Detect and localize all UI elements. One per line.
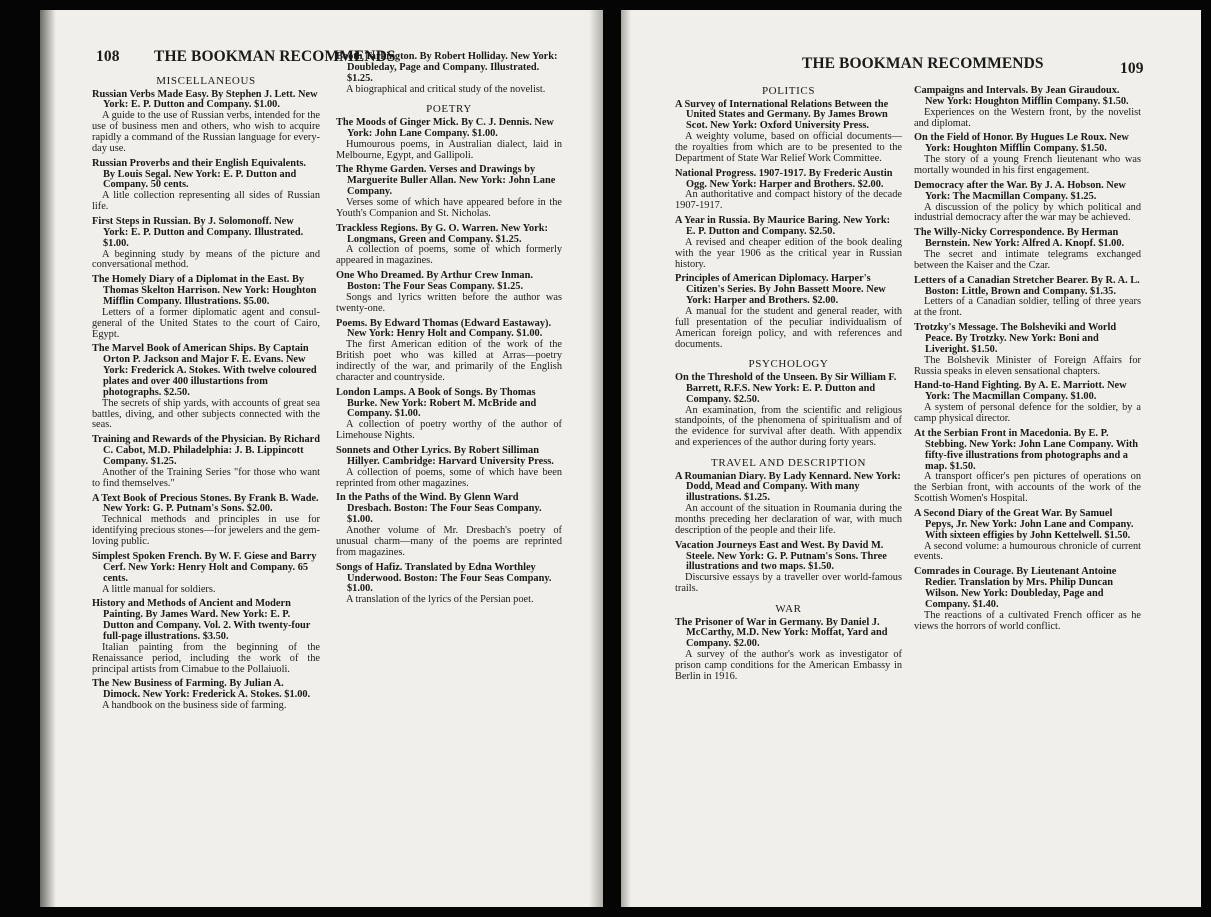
- book-entry: [914, 567, 1141, 632]
- book-citation: Russian Verbs Made Easy. By Stephen J. Lett. New York: E. P. Dutton and Company. $1.00.: [92, 88, 318, 111]
- book-citation: At the Serbian Front in Macedonia. By E. P. Stebbing. New York: John Lane Company. With fifty-five illustrations from photographs and a map. $1.50.: [914, 427, 1139, 472]
- book-description: Another of the Training Series "for those who want to find themselves.": [92, 466, 320, 489]
- section-heading: MISCELLANEOUS: [156, 75, 256, 87]
- book-citation: Poems. By Edward Thomas (Edward Eastaway). New York: Henry Holt and Company. $1.00.: [336, 317, 552, 340]
- page-number: 108: [96, 48, 120, 65]
- book-description: A weighty volume, based on official documents—the royalties from which are to be presented to the Department of State War Relief Work Committee.: [675, 131, 902, 164]
- book-citation: A Year in Russia. By Maurice Baring. New York: E. P. Dutton and Company. $2.50.: [675, 215, 891, 237]
- book-entry: [92, 159, 320, 213]
- gutter-shadow: [621, 10, 631, 907]
- book-entry: [336, 271, 562, 314]
- book-citation: Vacation Journeys East and West. By David M. Steele. New York: G. P. Putnam's Sons. Three illustrations and two maps. $1.50.: [675, 539, 887, 573]
- book-citation: Sonnets and Other Lyrics. By Robert Silliman Hillyer. Cambridge: Harvard University Press.: [336, 445, 554, 467]
- book-description: Technical methods and principles in use for identifying precious stones—for jewelers and the gem-loving public.: [92, 514, 320, 548]
- book-entry: [675, 472, 902, 537]
- left-column-1: [92, 76, 320, 716]
- book-entry: [336, 52, 562, 95]
- book-citation: Booth Tarkington. By Robert Holliday. New York: Doubleday, Page and Company. Illustrated. $1.25.: [336, 51, 558, 84]
- gutter-shadow: [589, 10, 603, 907]
- book-citation: The Moods of Ginger Mick. By C. J. Dennis. New York: John Lane Company. $1.00.: [336, 116, 554, 139]
- book-description: A survey of the author's work as investigator of prison camp conditions for the American Embassy in Berlin in 1916.: [675, 649, 902, 682]
- book-description: Verses some of which have appeared before in the Youth's Companion and St. Nicholas.: [336, 197, 562, 219]
- book-citation: Songs of Hafiz. Translated by Edna Worthley Underwood. Boston: The Four Seas Company. $1.00.: [336, 561, 552, 595]
- book-description: Discursive essays by a traveller over world-famous trails.: [675, 572, 902, 595]
- book-entry: [914, 228, 1141, 271]
- book-entry: [675, 100, 902, 165]
- book-entry: [336, 563, 562, 606]
- book-citation: A Text Book of Precious Stones. By Frank B. Wade. New York: G. P. Putnam's Sons. $2.00.: [92, 492, 319, 515]
- book-citation: A Survey of International Relations Between the United States and Germany. By James Brown Scot. New York: Oxford University Press.: [675, 98, 889, 132]
- book-entry: [675, 274, 902, 350]
- book-description: A revised and cheaper edition of the book dealing with the year 1906 as the critical year in Russian history.: [675, 236, 902, 270]
- book-citation: National Progress. 1907-1917. By Frederic Austin Ogg. New York: Harper and Brothers. $2.00.: [675, 167, 893, 190]
- book-citation: A Second Diary of the Great War. By Samuel Pepys, Jr. New York: John Lane and Company. With sixteen effigies by John Kettelwell. $1.50.: [914, 507, 1134, 541]
- book-entry: [914, 323, 1141, 377]
- left-column-2: [336, 52, 562, 610]
- section-heading: POETRY: [426, 103, 472, 116]
- book-entry: [92, 599, 320, 675]
- book-entry: [914, 181, 1141, 224]
- book-entry: [914, 86, 1141, 129]
- book-entry: [336, 165, 562, 219]
- book-citation: A Roumanian Diary. By Lady Kennard. New York: Dodd, Mead and Company. With many illustrations. $1.25.: [675, 470, 901, 504]
- book-citation: The Marvel Book of American Ships. By Captain Orton P. Jackson and Major F. E. Evans. New York: Frederick A. Stokes. With twelve coloured plates and over 400 illustartions from photographs. $2.50.: [92, 343, 317, 398]
- running-head: THE BOOKMAN RECOMMENDS: [154, 48, 396, 65]
- book-description: Italian painting from the beginning of the Renaissance period, including the work of the principal artists from Cimabue to the Pollaiuoli.: [92, 641, 320, 675]
- book-description: The secret and intimate telegrams exchanged between the Kaiser and the Czar.: [914, 249, 1141, 271]
- left-page: [40, 10, 603, 907]
- book-entry: [914, 429, 1141, 505]
- book-description: A discussion of the policy by which political and industrial democracy after the war may be achieved.: [914, 201, 1141, 224]
- book-description: An authoritative and compact history of the decade 1907-1917.: [675, 189, 902, 212]
- page-number: 109: [1120, 60, 1144, 77]
- book-citation: In the Paths of the Wind. By Glenn Ward Dresbach. Boston: The Four Seas Company. $1.00.: [336, 492, 542, 526]
- book-description: The secrets of ship yards, with accounts of great sea battles, diving, and other subjects connected with the seas.: [92, 397, 320, 431]
- book-description: Letters of a former diplomatic agent and consul-general of the United States to the court of Cairo, Egypt.: [92, 306, 320, 340]
- book-description: A collection of poetry worthy of the author of Limehouse Nights.: [336, 419, 562, 442]
- book-description: A second volume: a humourous chronicle of current events.: [914, 540, 1141, 563]
- book-description: Experiences on the Western front, by the novelist and diplomat.: [914, 106, 1141, 129]
- book-entry: [92, 435, 320, 489]
- book-description: An examination, from the scientific and religious standpoints, of the phenomena of spiritualism and of the evidence for survival after death. With appendix and experiences of the author during forty years.: [675, 404, 902, 449]
- book-description: A biographical and critical study of the novelist.: [346, 83, 546, 95]
- book-entry: [336, 224, 562, 267]
- book-description: A system of personal defence for the soldier, by a camp physical director.: [914, 402, 1141, 425]
- book-entry: [675, 169, 902, 212]
- section-heading: TRAVEL AND DESCRIPTION: [711, 457, 866, 470]
- book-citation: One Who Dreamed. By Arthur Crew Inman. Boston: The Four Seas Company. $1.25.: [336, 270, 533, 293]
- book-description: A translation of the lyrics of the Persian poet.: [346, 594, 534, 606]
- book-citation: The Prisoner of War in Germany. By Daniel J. McCarthy, M.D. New York: Moffat, Yard and Company. $2.00.: [675, 616, 888, 650]
- book-citation: The Homely Diary of a Diplomat in the East. By Thomas Skelton Harrison. New York: Houghton Mifflin Company. Illustrations. $5.00.: [92, 274, 317, 308]
- book-citation: Principles of American Diplomacy. Harper's Citizen's Series. By John Bassett Moore. New York: Harper and Brothers. $2.00.: [675, 273, 886, 307]
- book-citation: History and Methods of Ancient and Modern Painting. By James Ward. New York: E. P. Dutton and Company. Vol. 2. With twenty-four full-page illustrations. $3.50.: [92, 598, 311, 642]
- book-citation: Hand-to-Hand Fighting. By A. E. Marriott. New York: The Macmillan Company. $1.00.: [914, 380, 1127, 403]
- book-entry: [914, 133, 1141, 176]
- book-entry: [914, 276, 1141, 319]
- book-citation: The New Business of Farming. By Julian A. Dimock. New York: Frederick A. Stokes. $1.00.: [92, 678, 311, 701]
- book-entry: [92, 344, 320, 431]
- running-head: THE BOOKMAN RECOMMENDS: [802, 55, 1044, 72]
- book-citation: Comrades in Courage. By Lieutenant Antoine Redier. Translation by Mrs. Philip Duncan Wilson. New York: Doubleday, Page and Company. $1.40.: [914, 566, 1117, 610]
- book-citation: On the Threshold of the Unseen. By Sir William F. Barrett, R.F.S. New York: E. P. Dutton and Company. $2.50.: [675, 372, 897, 405]
- book-citation: Trotzky's Message. The Bolsheviki and World Peace. By Trotzky. New York: Boni and Liveright. $1.50.: [914, 322, 1117, 355]
- book-citation: London Lamps. A Book of Songs. By Thomas Burke. New York: Robert M. McBride and Company. $1.00.: [336, 386, 537, 420]
- book-description: A collection of poems, some of which have been reprinted from other magazines.: [336, 466, 562, 489]
- book-entry: [675, 618, 902, 683]
- book-entry: [336, 319, 562, 384]
- book-entry: [336, 118, 562, 161]
- right-column-1: [675, 86, 902, 687]
- book-entry: [675, 541, 902, 595]
- book-description: A manual for the student and general reader, with full presentation of the peculiar individualism of American foreign policy, and with references and documents.: [675, 306, 902, 350]
- book-description: A little manual for soldiers.: [102, 583, 216, 595]
- book-entry: [914, 381, 1141, 424]
- book-description: A litle collection representing all sides of Russian life.: [92, 190, 320, 213]
- book-entry: [92, 217, 320, 271]
- book-description: Another volume of Mr. Dresbach's poetry of unusual charm—many of the poems are reprinted from magazines.: [336, 525, 562, 558]
- book-citation: Democracy after the War. By J. A. Hobson. New York: The Macmillan Company. $1.25.: [914, 179, 1126, 202]
- book-description: An account of the situation in Roumania during the months preceding her declaration of war, with much description of the people and their life.: [675, 503, 902, 536]
- book-description: Humourous poems, in Australian dialect, laid in Melbourne, Egypt, and Gallipoli.: [336, 138, 562, 161]
- book-entry: [675, 373, 902, 449]
- book-description: A beginning study by means of the picture and conversational method.: [92, 248, 320, 271]
- book-description: A transport officer's pen pictures of operations on the Serbian front, with accounts of the work of the Scottish Women's Hospital.: [914, 471, 1141, 505]
- book-description: The story of a young French lieutenant who was mortally wounded in his first engagement.: [914, 154, 1141, 177]
- book-citation: The Rhyme Garden. Verses and Drawings by Marguerite Buller Allan. New York: John Lane Company.: [336, 164, 556, 198]
- book-entry: [92, 494, 320, 548]
- book-entry: [675, 216, 902, 270]
- book-description: The first American edition of the work of the British poet who was killed at Arras—poetry indirectly of the war, and primarily of the English character and countryside.: [336, 339, 562, 383]
- book-citation: On the Field of Honor. By Hugues Le Roux. New York: Houghton Mifflin Company. $1.50.: [914, 132, 1129, 155]
- book-citation: Simplest Spoken French. By W. F. Giese and Barry Cerf. New York: Henry Holt and Company. 65 cents.: [92, 550, 317, 584]
- section-heading: POLITICS: [761, 85, 816, 97]
- book-entry: [92, 679, 320, 712]
- book-entry: [336, 388, 562, 442]
- book-citation: The Willy-Nicky Correspondence. By Herman Bernstein. New York: Alfred A. Knopf. $1.00.: [914, 227, 1125, 250]
- book-description: The Bolshevik Minister of Foreign Affairs for Russia speaks in eleven sensational chapters.: [914, 354, 1141, 377]
- book-description: A handbook on the business side of farming.: [102, 700, 287, 712]
- book-citation: Training and Rewards of the Physician. By Richard C. Cabot, M.D. Philadelphia: J. B. Lippincott Company. $1.25.: [92, 434, 320, 468]
- book-description: Letters of a Canadian soldier, telling of three years at the front.: [914, 296, 1141, 319]
- book-description: A guide to the use of Russian verbs, intended for the use of business men and others, who wish to acquire rapidly a command of the Russian language for every-day use.: [92, 110, 320, 154]
- section-heading: WAR: [775, 603, 802, 616]
- right-page: [621, 10, 1201, 907]
- book-entry: [92, 90, 320, 155]
- book-entry: [92, 552, 320, 595]
- right-column-2: [914, 86, 1141, 636]
- page-edge-shadow: [40, 10, 56, 907]
- book-description: Songs and lyrics written before the author was twenty-one.: [336, 291, 562, 314]
- book-citation: Campaigns and Intervals. By Jean Giraudoux. New York: Houghton Mifflin Company. $1.50.: [914, 85, 1129, 107]
- book-entry: [336, 493, 562, 558]
- book-description: The reactions of a cultivated French officer as he views the horrors of world conflict.: [914, 609, 1141, 632]
- book-citation: Trackless Regions. By G. O. Warren. New York: Longmans, Green and Company. $1.25.: [336, 222, 548, 245]
- book-citation: First Steps in Russian. By J. Solomonoff. New York: E. P. Dutton and Company. Illustrated. $1.00.: [92, 216, 304, 249]
- book-entry: [92, 275, 320, 340]
- section-heading: PSYCHOLOGY: [748, 358, 829, 371]
- book-description: A collection of poems, some of which formerly appeared in magazines.: [336, 244, 562, 267]
- book-entry: [336, 446, 562, 489]
- book-citation: Russian Proverbs and their English Equivalents. By Louis Segal. New York: E. P. Dutton and Company. 50 cents.: [92, 157, 307, 191]
- book-citation: Letters of a Canadian Stretcher Bearer. By R. A. L. Boston: Little, Brown and Company. $1.35.: [914, 274, 1140, 297]
- book-entry: [914, 509, 1141, 563]
